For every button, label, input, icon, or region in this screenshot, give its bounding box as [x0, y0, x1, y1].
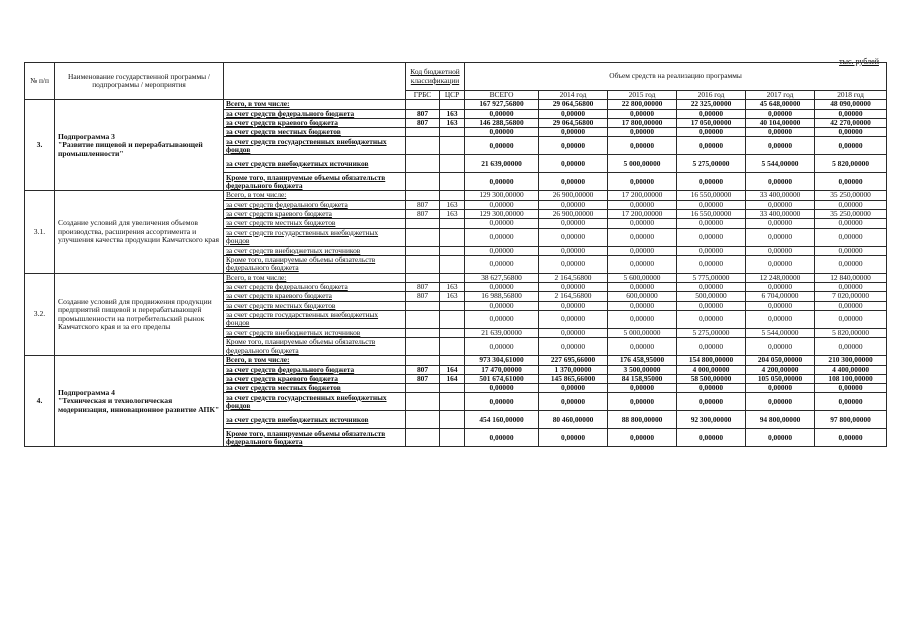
- code-csr: 164: [440, 374, 465, 383]
- code-grbs: [406, 338, 440, 356]
- code-csr: [440, 246, 465, 255]
- amount-cell: 0,00000: [746, 255, 815, 273]
- row-label: за счет средств федерального бюджета: [224, 283, 406, 292]
- amount-cell: 0,00000: [677, 393, 746, 411]
- amount-cell: 40 104,00000: [746, 118, 815, 127]
- row-label: Кроме того, планируемые объемы обязательств федерального бюджета: [224, 429, 406, 447]
- amount-cell: 0,00000: [539, 255, 608, 273]
- amount-cell: 0,00000: [746, 128, 815, 137]
- amount-cell: 0,00000: [465, 429, 539, 447]
- code-grbs: [406, 173, 440, 191]
- row-label: за счет средств внебюджетных источников: [224, 155, 406, 173]
- amount-cell: 227 695,66000: [539, 356, 608, 365]
- code-csr: [440, 384, 465, 393]
- amount-cell: 0,00000: [746, 338, 815, 356]
- amount-cell: 5 000,00000: [608, 328, 677, 337]
- amount-cell: 4 400,00000: [815, 365, 887, 374]
- header-year-2016: 2016 год: [677, 91, 746, 100]
- amount-cell: 0,00000: [608, 200, 677, 209]
- amount-cell: 17 200,00000: [608, 209, 677, 218]
- amount-cell: 176 458,95000: [608, 356, 677, 365]
- amount-cell: 16 550,00000: [677, 191, 746, 200]
- amount-cell: 600,00000: [608, 292, 677, 301]
- code-grbs: 807: [406, 365, 440, 374]
- amount-cell: 0,00000: [815, 255, 887, 273]
- section-name: [55, 273, 224, 355]
- amount-cell: 0,00000: [815, 310, 887, 328]
- section-number: 3.: [25, 100, 55, 191]
- row-label: за счет средств краевого бюджета: [224, 209, 406, 218]
- amount-cell: 105 050,00000: [746, 374, 815, 383]
- code-csr: [440, 191, 465, 200]
- code-csr: [440, 338, 465, 356]
- amount-cell: 0,00000: [746, 384, 815, 393]
- amount-cell: 3 500,00000: [608, 365, 677, 374]
- code-csr: 163: [440, 283, 465, 292]
- code-grbs: [406, 273, 440, 282]
- header-code: Код бюджетной классификации: [406, 63, 465, 91]
- amount-cell: 973 304,61000: [465, 356, 539, 365]
- amount-cell: 5 820,00000: [815, 155, 887, 173]
- header-year-total: ВСЕГО: [465, 91, 539, 100]
- row-label: Всего, в том числе:: [224, 273, 406, 282]
- amount-cell: 0,00000: [815, 173, 887, 191]
- amount-cell: 5 544,00000: [746, 328, 815, 337]
- amount-cell: 21 639,00000: [465, 328, 539, 337]
- amount-cell: 0,00000: [608, 255, 677, 273]
- amount-cell: 0,00000: [465, 393, 539, 411]
- code-csr: [440, 219, 465, 228]
- row-label: за счет средств государственных внебюджетных фондов: [224, 137, 406, 155]
- amount-cell: 0,00000: [465, 255, 539, 273]
- amount-cell: 0,00000: [539, 137, 608, 155]
- amount-cell: 0,00000: [539, 393, 608, 411]
- row-label: за счет средств федерального бюджета: [224, 109, 406, 118]
- code-csr: [440, 100, 465, 109]
- table-row: [25, 191, 887, 200]
- row-label: за счет средств местных бюджетов: [224, 128, 406, 137]
- amount-cell: 129 300,00000: [465, 209, 539, 218]
- row-label: за счет средств государственных внебюджетных фондов: [224, 310, 406, 328]
- amount-cell: 0,00000: [608, 219, 677, 228]
- section-name-line: Создание условий для увеличения объемов производства, расширения ассортимента и улучшения качества продукции Камчатского края: [58, 218, 219, 245]
- amount-cell: 154 800,00000: [677, 356, 746, 365]
- amount-cell: 0,00000: [608, 173, 677, 191]
- amount-cell: 6 704,00000: [746, 292, 815, 301]
- amount-cell: 0,00000: [677, 228, 746, 246]
- section-name-line: "Техническая и технологическая модернизация, инновационное развитие АПК": [58, 396, 220, 414]
- amount-cell: 80 460,00000: [539, 411, 608, 429]
- code-grbs: [406, 155, 440, 173]
- row-label: за счет средств краевого бюджета: [224, 374, 406, 383]
- row-label: за счет средств краевого бюджета: [224, 292, 406, 301]
- amount-cell: 0,00000: [746, 301, 815, 310]
- amount-cell: 500,00000: [677, 292, 746, 301]
- amount-cell: 0,00000: [746, 228, 815, 246]
- code-grbs: 807: [406, 118, 440, 127]
- amount-cell: 0,00000: [815, 393, 887, 411]
- code-csr: [440, 429, 465, 447]
- code-csr: [440, 328, 465, 337]
- amount-cell: 5 275,00000: [677, 328, 746, 337]
- amount-cell: 0,00000: [815, 137, 887, 155]
- amount-cell: 0,00000: [815, 200, 887, 209]
- amount-cell: 0,00000: [539, 128, 608, 137]
- row-label: Всего, в том числе:: [224, 191, 406, 200]
- amount-cell: 0,00000: [608, 338, 677, 356]
- amount-cell: 0,00000: [746, 109, 815, 118]
- header-grbs: ГРБС: [406, 91, 440, 100]
- amount-cell: 0,00000: [539, 109, 608, 118]
- header-year-2015: 2015 год: [608, 91, 677, 100]
- amount-cell: 84 158,95000: [608, 374, 677, 383]
- amount-cell: 5 820,00000: [815, 328, 887, 337]
- code-grbs: 807: [406, 209, 440, 218]
- code-csr: [440, 411, 465, 429]
- code-csr: 163: [440, 118, 465, 127]
- amount-cell: 0,00000: [677, 384, 746, 393]
- amount-cell: 0,00000: [677, 173, 746, 191]
- amount-cell: 5 775,00000: [677, 273, 746, 282]
- amount-cell: 0,00000: [677, 429, 746, 447]
- amount-cell: 12 840,00000: [815, 273, 887, 282]
- amount-cell: 0,00000: [465, 200, 539, 209]
- row-label: за счет средств внебюджетных источников: [224, 328, 406, 337]
- amount-cell: 0,00000: [539, 173, 608, 191]
- amount-cell: 97 800,00000: [815, 411, 887, 429]
- amount-cell: 0,00000: [465, 173, 539, 191]
- amount-cell: 0,00000: [677, 283, 746, 292]
- amount-cell: 5 544,00000: [746, 155, 815, 173]
- amount-cell: 454 160,00000: [465, 411, 539, 429]
- amount-cell: 17 050,00000: [677, 118, 746, 127]
- code-grbs: [406, 301, 440, 310]
- code-csr: [440, 255, 465, 273]
- amount-cell: 33 400,00000: [746, 209, 815, 218]
- code-grbs: [406, 219, 440, 228]
- amount-cell: 12 248,00000: [746, 273, 815, 282]
- section-name-line: Подпрограмма 4: [58, 387, 115, 397]
- amount-cell: 0,00000: [677, 137, 746, 155]
- amount-cell: 17 800,00000: [608, 118, 677, 127]
- code-csr: [440, 128, 465, 137]
- amount-cell: 0,00000: [465, 301, 539, 310]
- section-number: 3.1.: [25, 191, 55, 273]
- section-name: [55, 100, 224, 191]
- amount-cell: 17 470,00000: [465, 365, 539, 374]
- row-label: Всего, в том числе:: [224, 100, 406, 109]
- code-grbs: [406, 128, 440, 137]
- row-label: за счет средств внебюджетных источников: [224, 411, 406, 429]
- amount-cell: 0,00000: [539, 338, 608, 356]
- code-csr: 163: [440, 109, 465, 118]
- amount-cell: 0,00000: [608, 393, 677, 411]
- header-year-2014: 2014 год: [539, 91, 608, 100]
- code-csr: [440, 228, 465, 246]
- amount-cell: 0,00000: [608, 246, 677, 255]
- row-label: за счет средств государственных внебюджетных фондов: [224, 228, 406, 246]
- amount-cell: 0,00000: [677, 310, 746, 328]
- amount-cell: 0,00000: [465, 137, 539, 155]
- amount-cell: 0,00000: [746, 393, 815, 411]
- code-grbs: [406, 191, 440, 200]
- code-grbs: [406, 310, 440, 328]
- amount-cell: 0,00000: [677, 338, 746, 356]
- amount-cell: 0,00000: [746, 137, 815, 155]
- table-row: [25, 273, 887, 282]
- row-label: Всего, в том числе:: [224, 356, 406, 365]
- amount-cell: 5 000,00000: [608, 155, 677, 173]
- code-grbs: [406, 328, 440, 337]
- amount-cell: 16 550,00000: [677, 209, 746, 218]
- section-number: 4.: [25, 356, 55, 447]
- amount-cell: 22 325,00000: [677, 100, 746, 109]
- amount-cell: 0,00000: [815, 283, 887, 292]
- table-body: [25, 100, 887, 447]
- amount-cell: 0,00000: [465, 384, 539, 393]
- amount-cell: 0,00000: [539, 384, 608, 393]
- code-grbs: [406, 384, 440, 393]
- budget-table: [24, 62, 887, 447]
- row-label: за счет средств федерального бюджета: [224, 200, 406, 209]
- amount-cell: 7 020,00000: [815, 292, 887, 301]
- amount-cell: 94 800,00000: [746, 411, 815, 429]
- header-year-2018: 2018 год: [815, 91, 887, 100]
- amount-cell: 35 250,00000: [815, 209, 887, 218]
- code-grbs: [406, 246, 440, 255]
- amount-cell: 26 900,00000: [539, 191, 608, 200]
- section-name-line: "Развитие пищевой и перерабатывающей промышленности": [58, 140, 203, 158]
- amount-cell: 35 250,00000: [815, 191, 887, 200]
- code-csr: [440, 173, 465, 191]
- amount-cell: 4 200,00000: [746, 365, 815, 374]
- amount-cell: 0,00000: [465, 128, 539, 137]
- amount-cell: 0,00000: [539, 429, 608, 447]
- code-csr: [440, 301, 465, 310]
- amount-cell: 0,00000: [608, 429, 677, 447]
- code-grbs: [406, 429, 440, 447]
- amount-cell: 45 648,00000: [746, 100, 815, 109]
- row-label: за счет средств местных бюджетов: [224, 301, 406, 310]
- amount-cell: 0,00000: [465, 310, 539, 328]
- section-name-line: Создание условий для продвижения продукции предприятий пищевой и перерабатывающей промышленности на потребительский рынок Камчатского края и за его пределы: [58, 296, 212, 332]
- header-year-2017: 2017 год: [746, 91, 815, 100]
- table-row: [25, 100, 887, 109]
- header-blank: [224, 63, 406, 100]
- row-label: Кроме того, планируемые объемы обязательств федерального бюджета: [224, 173, 406, 191]
- amount-cell: 0,00000: [677, 301, 746, 310]
- amount-cell: 0,00000: [677, 128, 746, 137]
- code-grbs: [406, 137, 440, 155]
- amount-cell: 5 275,00000: [677, 155, 746, 173]
- code-grbs: [406, 228, 440, 246]
- amount-cell: 0,00000: [815, 109, 887, 118]
- amount-cell: 22 800,00000: [608, 100, 677, 109]
- amount-cell: 0,00000: [815, 384, 887, 393]
- section-number: 3.2.: [25, 273, 55, 355]
- code-csr: [440, 310, 465, 328]
- amount-cell: 0,00000: [608, 128, 677, 137]
- code-grbs: [406, 100, 440, 109]
- amount-cell: 17 200,00000: [608, 191, 677, 200]
- amount-cell: 29 064,56800: [539, 100, 608, 109]
- amount-cell: 204 050,00000: [746, 356, 815, 365]
- amount-cell: 58 500,00000: [677, 374, 746, 383]
- row-label: за счет средств местных бюджетов: [224, 219, 406, 228]
- code-grbs: 807: [406, 283, 440, 292]
- code-grbs: 807: [406, 374, 440, 383]
- amount-cell: 167 927,56800: [465, 100, 539, 109]
- table-row: [25, 356, 887, 365]
- amount-cell: 0,00000: [815, 219, 887, 228]
- amount-cell: 129 300,00000: [465, 191, 539, 200]
- amount-cell: 0,00000: [465, 338, 539, 356]
- amount-cell: 2 164,56800: [539, 292, 608, 301]
- amount-cell: 16 988,56800: [465, 292, 539, 301]
- row-label: Кроме того, планируемые объемы обязательств федерального бюджета: [224, 338, 406, 356]
- amount-cell: 0,00000: [539, 200, 608, 209]
- amount-cell: 0,00000: [539, 328, 608, 337]
- amount-cell: 29 064,56800: [539, 118, 608, 127]
- amount-cell: 48 090,00000: [815, 100, 887, 109]
- amount-cell: 33 400,00000: [746, 191, 815, 200]
- section-name: [55, 191, 224, 273]
- section-name-line: Подпрограмма 3: [58, 131, 115, 141]
- code-csr: 164: [440, 365, 465, 374]
- table-header: [25, 63, 887, 100]
- amount-cell: 0,00000: [608, 137, 677, 155]
- amount-cell: 92 300,00000: [677, 411, 746, 429]
- amount-cell: 0,00000: [677, 200, 746, 209]
- code-grbs: 807: [406, 200, 440, 209]
- code-csr: [440, 155, 465, 173]
- code-grbs: [406, 356, 440, 365]
- header-csr: ЦСР: [440, 91, 465, 100]
- amount-cell: 26 900,00000: [539, 209, 608, 218]
- amount-cell: 0,00000: [746, 200, 815, 209]
- unit-label: тыс. рублей: [839, 57, 879, 66]
- amount-cell: 0,00000: [608, 310, 677, 328]
- amount-cell: 0,00000: [677, 246, 746, 255]
- code-csr: [440, 273, 465, 282]
- amount-cell: 0,00000: [677, 219, 746, 228]
- row-label: за счет средств государственных внебюджетных фондов: [224, 393, 406, 411]
- amount-cell: 0,00000: [608, 283, 677, 292]
- amount-cell: 0,00000: [815, 246, 887, 255]
- amount-cell: 0,00000: [539, 228, 608, 246]
- amount-cell: 210 300,00000: [815, 356, 887, 365]
- amount-cell: 0,00000: [746, 219, 815, 228]
- code-grbs: 807: [406, 292, 440, 301]
- amount-cell: 38 627,56800: [465, 273, 539, 282]
- code-csr: 163: [440, 292, 465, 301]
- amount-cell: 0,00000: [677, 255, 746, 273]
- amount-cell: 1 370,00000: [539, 365, 608, 374]
- amount-cell: 0,00000: [539, 310, 608, 328]
- header-volume: Объем средств на реализацию программы: [465, 63, 887, 91]
- row-label: Кроме того, планируемые объемы обязательств федерального бюджета: [224, 255, 406, 273]
- amount-cell: 146 288,56800: [465, 118, 539, 127]
- amount-cell: 0,00000: [608, 301, 677, 310]
- row-label: за счет средств краевого бюджета: [224, 118, 406, 127]
- code-csr: [440, 356, 465, 365]
- amount-cell: 0,00000: [539, 246, 608, 255]
- amount-cell: 0,00000: [608, 109, 677, 118]
- amount-cell: 0,00000: [465, 246, 539, 255]
- amount-cell: 0,00000: [465, 109, 539, 118]
- amount-cell: 2 164,56800: [539, 273, 608, 282]
- amount-cell: 0,00000: [815, 338, 887, 356]
- amount-cell: 0,00000: [746, 283, 815, 292]
- amount-cell: 21 639,00000: [465, 155, 539, 173]
- amount-cell: 0,00000: [539, 301, 608, 310]
- amount-cell: 0,00000: [608, 228, 677, 246]
- row-label: за счет средств федерального бюджета: [224, 365, 406, 374]
- amount-cell: 88 800,00000: [608, 411, 677, 429]
- amount-cell: 145 865,66000: [539, 374, 608, 383]
- header-num: № п/п: [25, 63, 55, 100]
- amount-cell: 0,00000: [746, 429, 815, 447]
- section-name: [55, 356, 224, 447]
- amount-cell: 0,00000: [746, 310, 815, 328]
- amount-cell: 0,00000: [539, 155, 608, 173]
- amount-cell: 0,00000: [608, 384, 677, 393]
- header-name: Наименование государственной программы / подпрограммы / мероприятия: [55, 63, 224, 100]
- amount-cell: 0,00000: [815, 228, 887, 246]
- amount-cell: 42 270,00000: [815, 118, 887, 127]
- code-csr: [440, 393, 465, 411]
- row-label: за счет средств местных бюджетов: [224, 384, 406, 393]
- amount-cell: 0,00000: [815, 128, 887, 137]
- code-csr: 163: [440, 209, 465, 218]
- code-csr: 163: [440, 200, 465, 209]
- code-grbs: 807: [406, 109, 440, 118]
- amount-cell: 0,00000: [815, 429, 887, 447]
- amount-cell: 0,00000: [746, 173, 815, 191]
- amount-cell: 501 674,61000: [465, 374, 539, 383]
- row-label: за счет средств внебюджетных источников: [224, 246, 406, 255]
- code-csr: [440, 137, 465, 155]
- amount-cell: 0,00000: [677, 109, 746, 118]
- amount-cell: 5 600,00000: [608, 273, 677, 282]
- code-grbs: [406, 411, 440, 429]
- amount-cell: 0,00000: [465, 219, 539, 228]
- amount-cell: 0,00000: [746, 246, 815, 255]
- amount-cell: 4 000,00000: [677, 365, 746, 374]
- amount-cell: 0,00000: [465, 283, 539, 292]
- code-grbs: [406, 393, 440, 411]
- code-grbs: [406, 255, 440, 273]
- amount-cell: 0,00000: [465, 228, 539, 246]
- amount-cell: 108 100,00000: [815, 374, 887, 383]
- amount-cell: 0,00000: [539, 283, 608, 292]
- amount-cell: 0,00000: [539, 219, 608, 228]
- amount-cell: 0,00000: [815, 301, 887, 310]
